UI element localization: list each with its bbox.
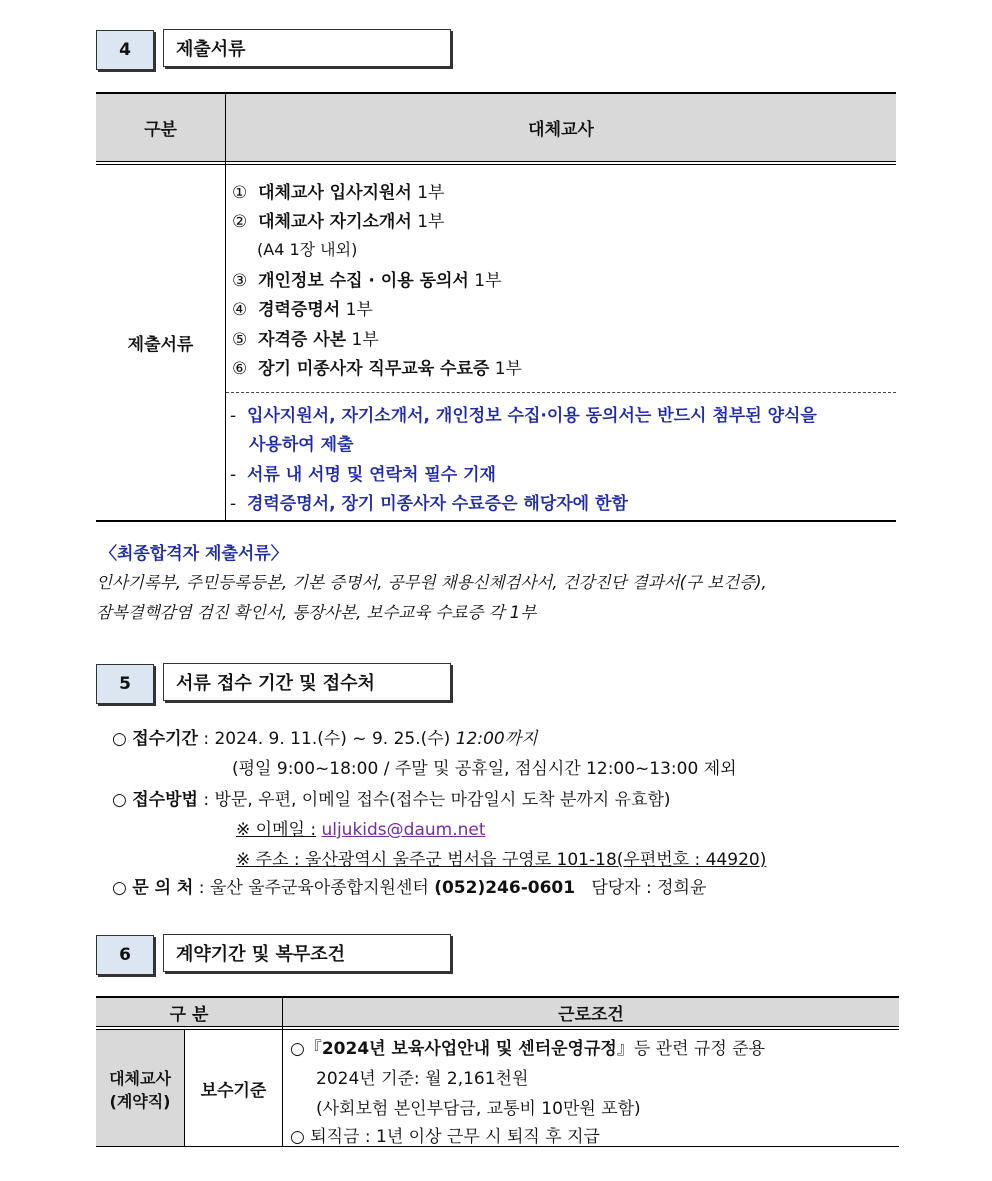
- final-documents-title: 〈최종합격자 제출서류〉: [100, 544, 288, 564]
- section-number-5: 5: [96, 664, 154, 704]
- list-item: ③ 개인정보 수집 · 이용 동의서 1부: [232, 271, 502, 291]
- list-item: ② 대체교사 자기소개서 1부: [232, 212, 445, 232]
- section-title-5: 서류 접수 기간 및 접수처: [163, 663, 451, 701]
- list-item: ① 대체교사 입사지원서 1부: [232, 183, 445, 203]
- note-item: - 입사지원서, 자기소개서, 개인정보 수집·이용 동의서는 반드시 첨부된 양식을: [230, 406, 817, 426]
- email-link[interactable]: uljukids@daum.net: [321, 820, 486, 840]
- contact-line: ○ 문 의 처 : 울산 울주군육아종합지원센터 (052)246-0601 담당자 : 정희윤: [112, 878, 707, 898]
- note-item: - 서류 내 서명 및 연락처 필수 기재: [230, 465, 496, 485]
- documents-table: [96, 92, 896, 522]
- application-method: ○ 접수방법 : 방문, 우편, 이메일 접수(접수는 마감일시 도착 분까지 유효함): [112, 790, 671, 810]
- row-label-documents: 제출서류: [127, 335, 194, 355]
- final-documents-line: 인사기록부, 주민등록등본, 기본 증명서, 공무원 채용신체검사서, 건강진단 결과서(구 보건증),: [96, 573, 767, 592]
- application-period-note: (평일 9:00~18:00 / 주말 및 공휴일, 점심시간 12:00~13:00 제외: [232, 759, 737, 779]
- section-title-6: 계약기간 및 복무조건: [163, 934, 451, 972]
- email-line: ※ 이메일 : uljukids@daum.net: [236, 820, 486, 840]
- col-header-work-conditions: 근로조건: [558, 1004, 624, 1025]
- severance-line: ○ 퇴직금 : 1년 이상 근무 시 퇴직 후 지급: [290, 1127, 600, 1147]
- col-header-substitute-teacher: 대체교사: [528, 120, 594, 140]
- pay-amount-line: 2024년 기준: 월 2,161천원: [316, 1069, 529, 1089]
- final-documents-line: 잠복결핵감염 검진 확인서, 통장사본, 보수교육 수료증 각 1부: [96, 603, 537, 622]
- list-item: ④ 경력증명서 1부: [232, 300, 373, 320]
- pay-rule-line: ○『2024년 보육사업안내 및 센터운영규정』등 관련 규정 준용: [290, 1039, 765, 1059]
- col-header-category: 구 분: [169, 1004, 209, 1025]
- note-item: - 경력증명서, 장기 미종사자 수료증은 해당자에 한함: [230, 494, 628, 514]
- list-item: (A4 1장 내외): [257, 240, 358, 259]
- address-line: ※ 주소 : 울산광역시 울주군 범서읍 구영로 101-18(우편번호 : 44920): [236, 850, 767, 870]
- row-label-pay-standard: 보수기준: [200, 1081, 267, 1101]
- section-number-6: 6: [96, 935, 154, 975]
- list-item: ⑥ 장기 미종사자 직무교육 수료증 1부: [232, 359, 522, 379]
- list-item: ⑤ 자격증 사본 1부: [232, 330, 379, 350]
- row-label-substitute-teacher: 대체교사 (계약직): [109, 1068, 171, 1111]
- section-title-4: 제출서류: [163, 29, 451, 67]
- section-number-4: 4: [96, 30, 154, 70]
- pay-note-line: (사회보험 본인부담금, 교통비 10만원 포함): [316, 1099, 641, 1119]
- note-item: 사용하여 제출: [249, 435, 354, 455]
- col-header-category: 구분: [144, 120, 177, 140]
- application-period: ○ 접수기간 : 2024. 9. 11.(수) ~ 9. 25.(수) 12:00까지: [112, 729, 538, 749]
